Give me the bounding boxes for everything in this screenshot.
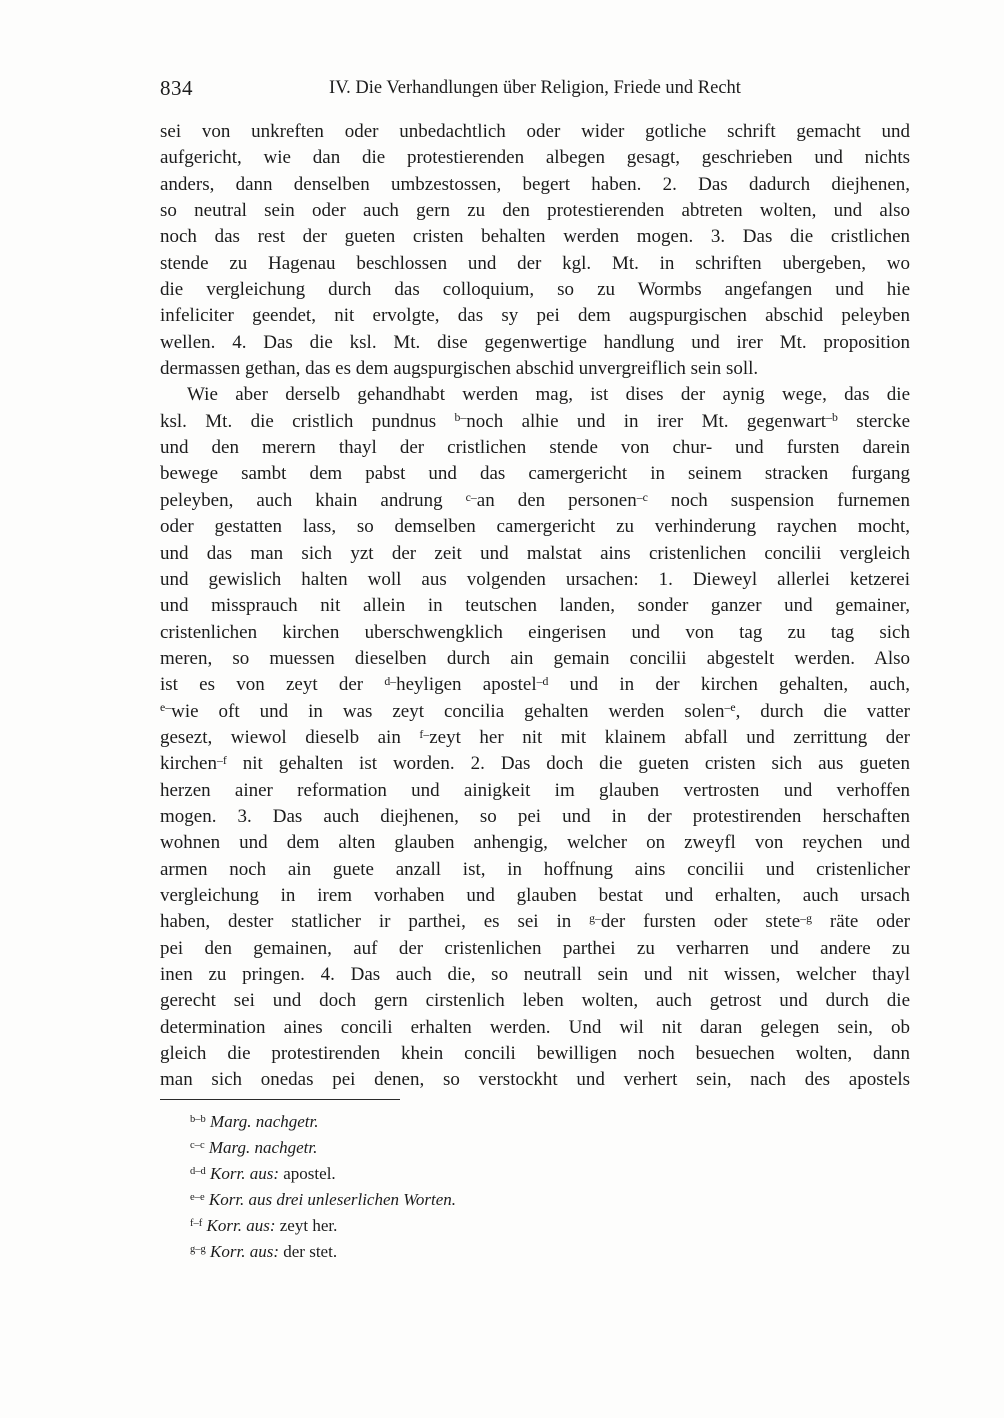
text-line: cristenlichen kirchen uberschwengklich eingerisen und von tag zu tag sich	[160, 621, 910, 643]
text-line: Wie aber derselb gehandhabt werden mag, ist dises der aynig wege, das die	[187, 384, 910, 406]
text-line: wohnen und dem alten glauben anhengig, welcher on zweyfl von reychen und	[160, 832, 910, 854]
text-line: mogen. 3. Das auch diejhenen, so pei und in der protestirenden herschaften	[160, 805, 910, 827]
footnote-marker: e–e	[190, 1192, 205, 1204]
text-line: herzen ainer reformation und ainigkeit im glauben vertrosten und verhoffen	[160, 779, 910, 801]
footnote	[160, 1161, 910, 1187]
footnote-marker: c–c	[190, 1140, 205, 1152]
page-header	[160, 76, 910, 104]
text-line: kirchen$^{-f}$ nit gehalten ist worden. 2. Das doch die gueten cristen sich aus gueten	[160, 753, 910, 775]
annotation-marker: –b	[826, 411, 838, 425]
text-line: gerecht sei und doch gern cirstenlich leben wolten, auch getrost und durch die	[160, 990, 910, 1012]
annotation-marker: c–	[465, 490, 477, 504]
text-line: meren, so muessen dieselben durch ain gemain concilii abgestelt werden. Also	[160, 647, 910, 669]
footnote	[160, 1187, 910, 1213]
footnote-text-roman: der stet.	[279, 1242, 338, 1261]
footnote-text-roman: zeyt her.	[275, 1216, 338, 1235]
paragraph-continuation	[160, 119, 910, 382]
footnote-marker: b–b	[190, 1114, 206, 1126]
text-line: ist es von zeyt der $^{d-}$heyligen apostel$^{-d}$ und in der kirchen gehalten, auch,	[160, 674, 911, 696]
annotation-marker: e–	[160, 701, 172, 715]
text-line: inen zu pringen. 4. Das auch die, so neutrall sein und nit wissen, welcher thayl	[160, 964, 910, 985]
annotation-marker: –f	[216, 753, 227, 767]
page-number: 834	[160, 76, 193, 100]
running-head: IV. Die Verhandlungen über Religion, Friede und Recht	[329, 78, 741, 98]
footnote	[160, 1109, 910, 1135]
text-line: gesezt, wiewol dieselb ain $^{f-}$zeyt her nit mit klainem abfall und zerrittung der	[160, 726, 911, 748]
text-line: noch das rest der gueten cristen behalten werden mogen. 3. Das die cristlichen	[160, 226, 910, 248]
annotation-marker: –g	[800, 912, 812, 926]
text-line: ksl. Mt. die cristlich pundnus $^{b-}$noch alhie und in irer Mt. gegenwart$^{-b}$ stercke	[160, 410, 910, 432]
annotation-marker: –c	[636, 490, 648, 504]
footnote-block	[160, 1099, 910, 1265]
footnote-marker: f–f	[190, 1218, 203, 1230]
footnote-text-italic: Marg. nachgetr.	[208, 1138, 318, 1157]
text-line: pei den gemainen, auf der cristenlichen parthei zu verharren und andere zu	[160, 937, 910, 959]
annotation-marker: –d	[536, 674, 549, 688]
footnote-text-roman: apostel.	[279, 1164, 336, 1183]
annotation-marker: f–	[419, 727, 430, 741]
footnote	[160, 1135, 910, 1161]
text-line: dermassen gethan, das es dem augspurgischen abschid unvergreiflich sein soll.	[160, 358, 759, 380]
annotation-marker: g–	[589, 912, 601, 926]
text-line: $^{e-}$wie oft und in was zeyt concilia gehalten werden solen$^{-e}$, durch die vatter	[160, 700, 910, 722]
text-line: anders, dann denselben umbzestossen, begert haben. 2. Das dadurch diejhenen,	[160, 173, 910, 195]
footnote-text-italic: Korr. aus:	[210, 1164, 280, 1183]
footnote-text-italic: Korr. aus:	[210, 1242, 280, 1261]
footnote-text-italic: Korr. aus:	[206, 1216, 276, 1235]
text-line: gleich die protestirenden khein concili bewilligen noch besuechen wolten, dann	[160, 1043, 910, 1065]
text-line: infeliciter geendet, nit ervolgte, das sy pei dem augspurgischen abschid peleyben	[160, 305, 910, 327]
text-line: man sich onedas pei denen, so verstockht und verhert sein, nach des apostels	[160, 1069, 910, 1091]
annotation-marker: d–	[384, 674, 397, 688]
text-line: so neutral sein oder auch gern zu den protestierenden abtreten wolten, und also	[160, 200, 910, 222]
body-text	[160, 119, 910, 1094]
text-line: bewege sambt dem pabst und das camergericht in seinem stracken furgang	[160, 463, 910, 485]
text-line: peleyben, auch khain andrung $^{c-}$an den personen$^{-c}$ noch suspension furnemen	[160, 489, 910, 511]
text-line: armen noch ain guete anzall ist, in hoffnung ains concilii und cristenlicher	[160, 858, 910, 880]
footnote	[160, 1239, 910, 1265]
text-line: und missprauch nit allein in teutschen landen, sonder ganzer und gemainer,	[160, 595, 910, 617]
footnote-text-italic: Marg. nachgetr.	[210, 1112, 319, 1131]
text-line: sei von unkreften oder unbedachtlich oder wider gotliche schrift gemacht und	[160, 121, 910, 142]
footnote-text-italic: Korr. aus drei unleserlichen Worten.	[208, 1190, 456, 1209]
text-line: die vergleichung durch das colloquium, so zu Wormbs angefangen und hie	[160, 279, 910, 301]
footnote-marker: d–d	[190, 1166, 206, 1178]
text-line: stende zu Hagenau beschlossen und der kgl. Mt. in schriften ubergeben, wo	[160, 252, 910, 274]
paragraph	[160, 382, 910, 1093]
footnote	[160, 1213, 910, 1239]
text-line: determination aines concili erhalten werden. Und wil nit daran gelegen sein, ob	[160, 1016, 910, 1038]
text-line: aufgericht, wie dan die protestierenden albegen gesagt, geschrieben und nichts	[160, 147, 910, 169]
text-line: und das man sich yzt der zeit und malstat ains cristenlichen concilii vergleich	[160, 542, 910, 564]
text-line: oder gestatten lass, so demselben camergericht zu verhinderung raychen mocht,	[160, 516, 910, 538]
footnote-separator	[160, 1099, 400, 1100]
annotation-marker: b–	[454, 411, 467, 425]
text-line: vergleichung in irem vorhaben und glauben bestat und erhalten, auch ursach	[160, 884, 910, 906]
text-line: und gewislich halten woll aus volgenden ursachen: 1. Dieweyl allerlei ketzerei	[160, 568, 910, 590]
text-line: haben, dester statlicher ir parthei, es sei in $^{g-}$der fursten oder stete$^{-g}$ räte oder	[160, 911, 910, 933]
footnote-marker: g–g	[190, 1244, 206, 1256]
annotation-marker: –e	[724, 701, 736, 715]
text-line: wellen. 4. Das die ksl. Mt. dise gegenwertige handlung und irer Mt. proposition	[160, 331, 910, 353]
text-line: und den merern thayl der cristlichen stende von chur- und fursten darein	[160, 437, 910, 459]
